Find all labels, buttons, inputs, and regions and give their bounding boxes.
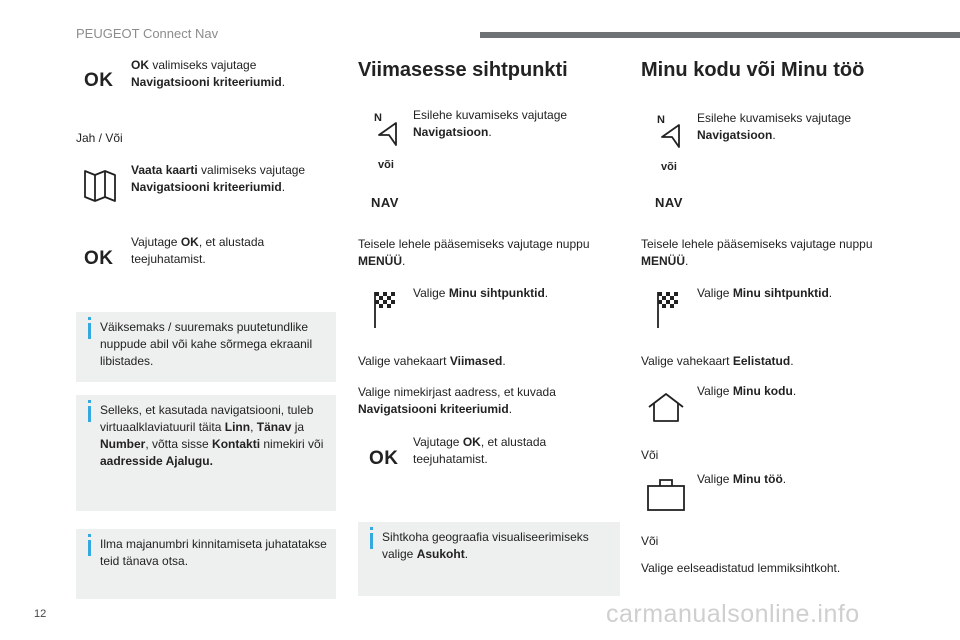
home-icon — [646, 390, 686, 424]
nav-step-text: Esilehe kuvamiseks vajutage Navigatsioon. — [697, 111, 852, 142]
home-step-text: Valige Minu kodu. — [697, 384, 797, 398]
nav-button-icon: NAV — [655, 195, 683, 210]
ok-icon: OK — [84, 70, 114, 91]
info-icon — [370, 533, 373, 549]
ok-start-text: Vajutage OK, et alustada teejuhatamist. — [131, 235, 265, 266]
info-note-text: Sihtkoha geograafia visualiseerimiseks valige Asukoht. — [382, 530, 589, 561]
or-label: või — [378, 159, 394, 171]
list-step-text: Valige nimekirjast aadress, et kuvada Navigatsiooni kriteeriumid. — [358, 385, 556, 416]
briefcase-icon — [646, 477, 686, 513]
nav-step-text: Esilehe kuvamiseks vajutage Navigatsioon. — [413, 108, 568, 139]
menu-step-text: Teisele lehele pääsemiseks vajutage nuppu MENÜÜ. — [358, 237, 590, 268]
section-title: Viimasesse sihtpunkti — [358, 59, 568, 81]
or-label: või — [661, 161, 677, 173]
checkered-flag-icon — [655, 290, 679, 330]
ok-icon: OK — [84, 248, 114, 269]
or-label: Või — [641, 534, 659, 548]
ok-step-text: OK valimiseks vajutage Navigatsiooni kriteeriumid. — [131, 58, 286, 89]
info-icon — [88, 323, 91, 339]
document-header-title: PEUGEOT Connect Nav — [76, 26, 219, 41]
north-letter: N — [657, 114, 665, 126]
menu-step-text: Teisele lehele pääsemiseks vajutage nuppu MENÜÜ. — [641, 237, 873, 268]
or-label: Või — [641, 448, 659, 462]
ok-start-text: Vajutage OK, et alustada teejuhatamist. — [413, 435, 547, 466]
flag-step-text: Valige Minu sihtpunktid. — [413, 286, 549, 300]
info-note-text: Selleks, et kasutada navigatsiooni, tuleb virtuaalklaviatuuril täita Linn, Tänav ja Number, võtta sisse Kontakti nimekiri või aadresside Ajalugu. — [100, 403, 324, 468]
tab-step-text: Valige vahekaart Viimased. — [358, 354, 506, 368]
info-note — [76, 529, 336, 599]
north-letter: N — [374, 112, 382, 124]
ok-icon: OK — [369, 448, 399, 469]
checkered-flag-icon — [372, 290, 396, 330]
watermark: carmanualsonline.info — [606, 600, 860, 628]
info-note — [358, 522, 620, 596]
info-icon — [88, 540, 91, 556]
info-icon — [88, 406, 91, 422]
map-step-text: Vaata kaarti valimiseks vajutage Navigatsiooni kriteeriumid. — [131, 163, 306, 194]
map-icon — [83, 168, 117, 204]
section-title: Minu kodu või Minu töö — [641, 59, 865, 81]
yes-or-label: Jah / Või — [76, 131, 123, 145]
info-note-text: Väiksemaks / suuremaks puutetundlike nuppude abil või kahe sõrmega ekraanil libistades. — [100, 320, 313, 368]
info-note — [76, 312, 336, 382]
tab-step-text: Valige vahekaart Eelistatud. — [641, 354, 794, 368]
work-step-text: Valige Minu töö. — [697, 472, 787, 486]
info-note-text: Ilma majanumbri kinnitamiseta juhatatakse teid tänava otsa. — [100, 537, 327, 568]
page-number: 12 — [34, 608, 47, 620]
info-note — [76, 395, 336, 511]
header-bar — [480, 32, 960, 38]
favorite-step-text: Valige eelseadistatud lemmiksihtkoht. — [641, 561, 841, 575]
flag-step-text: Valige Minu sihtpunktid. — [697, 286, 833, 300]
nav-button-icon: NAV — [371, 195, 399, 210]
